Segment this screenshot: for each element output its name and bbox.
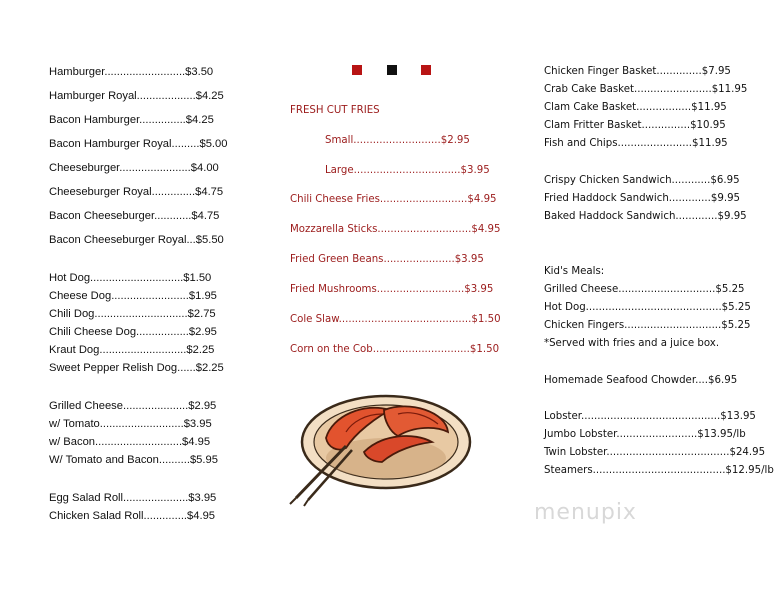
menu-item-lobster: Lobster...........................................$13.95 — [544, 411, 756, 422]
menu-item-sweet-pepper-relish-dog: Sweet Pepper Relish Dog......$2.25 — [49, 362, 224, 374]
menu-item-grilled-cheese-bacon: w/ Bacon............................$4.95 — [49, 436, 211, 448]
menu-item-kids-chicken-fingers: Chicken Fingers..............................$5.25 — [544, 320, 751, 331]
menu-item-crab-cake-basket: Crab Cake Basket........................$11.95 — [544, 84, 748, 95]
section-heading-kids-meals: Kid's Meals: — [544, 266, 605, 277]
menu-item-seafood-chowder: Homemade Seafood Chowder....$6.95 — [544, 375, 738, 386]
menu-item-egg-salad-roll: Egg Salad Roll.....................$3.95 — [49, 492, 217, 504]
menu-item-cheeseburger: Cheeseburger.......................$4.00 — [49, 162, 219, 174]
menu-item-hamburger: Hamburger..........................$3.50 — [49, 66, 214, 78]
menu-item-bacon-cheeseburger-royal: Bacon Cheeseburger Royal...$5.50 — [49, 234, 224, 246]
decorative-squares — [352, 65, 442, 77]
menu-item-chili-dog: Chili Dog..............................$2.75 — [49, 308, 216, 320]
menu-item-grilled-cheese-tomato: w/ Tomato...........................$3.95 — [49, 418, 212, 430]
menu-item-jumbo-lobster: Jumbo Lobster.........................$13.95/lb — [544, 429, 746, 440]
menu-item-fried-haddock-sandwich: Fried Haddock Sandwich.............$9.95 — [544, 193, 741, 204]
kids-meals-note: *Served with fries and a juice box. — [544, 338, 720, 349]
watermark: menupix — [534, 500, 637, 525]
menu-item-mozzarella-sticks: Mozzarella Sticks.............................$4.95 — [290, 224, 501, 235]
menu-item-hamburger-royal: Hamburger Royal...................$4.25 — [49, 90, 224, 102]
menu-item-steamers: Steamers.........................................$12.95/lb — [544, 465, 774, 476]
menu-item-kids-grilled-cheese: Grilled Cheese..............................$5.25 — [544, 284, 745, 295]
menu-item-fish-and-chips: Fish and Chips.......................$11.95 — [544, 138, 728, 149]
menu-item-kids-hot-dog: Hot Dog..........................................$5.25 — [544, 302, 751, 313]
menu-item-chili-cheese-dog: Chili Cheese Dog.................$2.95 — [49, 326, 217, 338]
menu-item-chicken-finger-basket: Chicken Finger Basket..............$7.95 — [544, 66, 731, 77]
menu-item-fried-mushrooms: Fried Mushrooms...........................$3.95 — [290, 284, 494, 295]
menu-item-clam-fritter-basket: Clam Fritter Basket...............$10.95 — [544, 120, 726, 131]
section-heading-fresh-cut-fries: FRESH CUT FRIES — [290, 105, 380, 116]
menu-item-crispy-chicken-sandwich: Crispy Chicken Sandwich............$6.95 — [544, 175, 740, 186]
red-square — [421, 65, 431, 75]
menu-item-clam-cake-basket: Clam Cake Basket.................$11.95 — [544, 102, 727, 113]
black-square — [387, 65, 397, 75]
menu-item-chicken-salad-roll: Chicken Salad Roll..............$4.95 — [49, 510, 216, 522]
menu-item-corn-on-the-cob: Corn on the Cob..............................$1.50 — [290, 344, 500, 355]
menu-item-fries-small: Small...........................$2.95 — [325, 135, 470, 146]
menu-item-chili-cheese-fries: Chili Cheese Fries...........................$4.95 — [290, 194, 497, 205]
menu-item-bacon-hamburger: Bacon Hamburger...............$4.25 — [49, 114, 214, 126]
menu-item-fries-large: Large.................................$3.95 — [325, 165, 490, 176]
menu-item-grilled-cheese-tomato-bacon: W/ Tomato and Bacon..........$5.95 — [49, 454, 218, 466]
menu-item-twin-lobster: Twin Lobster......................................$24.95 — [544, 447, 766, 458]
menu-item-baked-haddock-sandwich: Baked Haddock Sandwich.............$9.95 — [544, 211, 747, 222]
menu-item-cheese-dog: Cheese Dog.........................$1.95 — [49, 290, 217, 302]
red-square — [352, 65, 362, 75]
menu-item-bacon-hamburger-royal: Bacon Hamburger Royal.........$5.00 — [49, 138, 228, 150]
menu-item-hot-dog: Hot Dog..............................$1.50 — [49, 272, 212, 284]
menu-item-fried-green-beans: Fried Green Beans......................$3.95 — [290, 254, 484, 265]
menu-item-bacon-cheeseburger: Bacon Cheeseburger............$4.75 — [49, 210, 220, 222]
shrimp-plate-illustration — [286, 388, 476, 506]
menu-item-grilled-cheese: Grilled Cheese.....................$2.95 — [49, 400, 217, 412]
menu-item-cheeseburger-royal: Cheeseburger Royal..............$4.75 — [49, 186, 224, 198]
menu-item-kraut-dog: Kraut Dog............................$2.25 — [49, 344, 215, 356]
menu-item-cole-slaw: Cole Slaw.........................................$1.50 — [290, 314, 501, 325]
